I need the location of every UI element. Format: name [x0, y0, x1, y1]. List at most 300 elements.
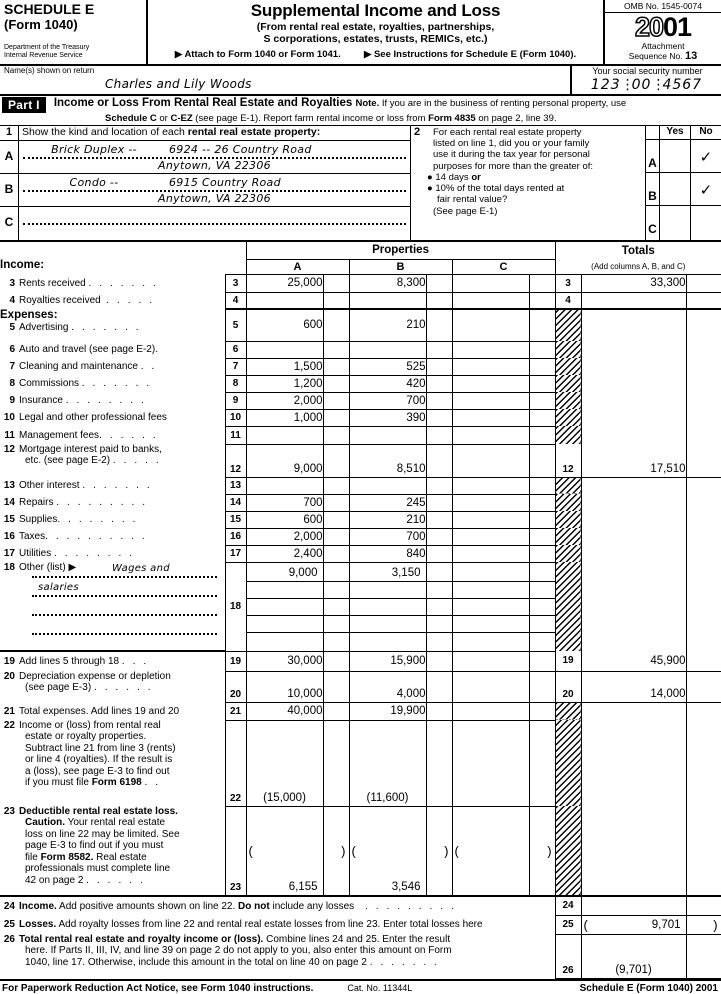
line20-b[interactable]: 4,000: [349, 671, 426, 702]
line2-bullet-2: ● 10% of the total days rented at: [427, 183, 565, 195]
line25-total-number-box: 25: [555, 915, 581, 934]
line18-b-1[interactable]: 3,150: [350, 564, 426, 582]
line10-b-cents[interactable]: [426, 409, 452, 426]
line11-label: 11 Management fees. . . . . .: [4, 429, 159, 441]
line2-number: 2: [414, 126, 421, 138]
line10-a[interactable]: 1,000: [246, 409, 323, 426]
line19-total-cents[interactable]: [686, 651, 721, 671]
line13-a[interactable]: [246, 477, 323, 494]
ssn-value: [572, 77, 721, 93]
paren-close: ): [341, 843, 346, 859]
property-b-line2: Anytown, VA 22306: [158, 192, 271, 205]
line5-number-box: 5: [225, 309, 246, 341]
line22-b-cents[interactable]: [426, 720, 452, 806]
line7-c-cents[interactable]: [529, 358, 555, 375]
hatched-cell: [555, 511, 581, 528]
line19-a[interactable]: 30,000: [246, 651, 323, 671]
line21-b-cents[interactable]: [426, 702, 452, 720]
line8-a[interactable]: 1,200: [246, 375, 323, 392]
form-subtitle-1: (From rental real estate, royalties, partnerships,: [256, 21, 495, 33]
table-row-16: [0, 528, 721, 545]
attachment-sequence: Attachment Sequence No. 13: [628, 41, 698, 62]
header-omb-block: [605, 0, 721, 64]
line6-number-box: 6: [225, 341, 246, 358]
table-row-10: [0, 409, 721, 426]
line4-total[interactable]: [581, 292, 686, 309]
line23-b-cents[interactable]: [426, 806, 452, 896]
line21-b[interactable]: 19,900: [349, 702, 426, 720]
line3-total-cents[interactable]: [686, 274, 721, 292]
line10-c-cents[interactable]: [529, 409, 555, 426]
line5-b[interactable]: 210: [349, 309, 426, 341]
line15-b[interactable]: 210: [349, 511, 426, 528]
line18-c-1[interactable]: [453, 564, 529, 582]
property-c-lines[interactable]: [19, 207, 410, 240]
line2-see-ref: (See page E-1): [433, 206, 498, 218]
line3-a-cents[interactable]: [323, 274, 349, 292]
line4-number-box: 4: [225, 292, 246, 309]
line24-total-cents[interactable]: [686, 896, 721, 915]
property-a-lines[interactable]: [19, 141, 410, 173]
line6-a[interactable]: [246, 341, 323, 358]
line1-header: [0, 126, 410, 141]
paren-open: (: [351, 843, 356, 859]
line15-label: 15 Supplies. . . . . . . .: [3, 514, 139, 525]
line1-number: 1: [0, 126, 19, 140]
line11-b-cents[interactable]: [426, 426, 452, 444]
line16-c-cents[interactable]: [529, 528, 555, 545]
line18-c-5[interactable]: [453, 633, 529, 650]
line6-a-cents[interactable]: [323, 341, 349, 358]
expenses-section-and-line5: [0, 309, 225, 341]
form-identifier: Schedule E (Form 1040) 2001: [579, 982, 718, 994]
no-column: [691, 126, 721, 240]
line5-a-cents[interactable]: [323, 309, 349, 341]
line18-b-5[interactable]: [350, 633, 426, 650]
line19-b-cents[interactable]: [426, 651, 452, 671]
line4-c[interactable]: [452, 292, 529, 309]
line3-number-box: 3: [225, 274, 246, 292]
line4-b-cents[interactable]: [426, 292, 452, 309]
hatched-cell: [555, 409, 581, 426]
line17-a-cents[interactable]: [323, 545, 349, 562]
line20-c-cents[interactable]: [529, 671, 555, 702]
hatched-cell: [555, 309, 581, 341]
header-title-block: [148, 0, 605, 64]
paren-open: (: [583, 917, 588, 932]
line17-number-box: 17: [225, 545, 246, 562]
table-row-8: [0, 375, 721, 392]
line15-c[interactable]: [452, 511, 529, 528]
line4-total-cents[interactable]: [686, 292, 721, 309]
line13-b-cents[interactable]: [426, 477, 452, 494]
column-a-header: A: [246, 259, 349, 274]
arrow-icon-line18: ▶: [68, 562, 77, 573]
line19-a-cents[interactable]: [323, 651, 349, 671]
line20-total-number-box: 20: [555, 671, 581, 702]
line16-a[interactable]: 2,000: [246, 528, 323, 545]
hatched-cell: [555, 702, 581, 720]
line11-c[interactable]: [452, 426, 529, 444]
line11-a-cents[interactable]: [323, 426, 349, 444]
line21-a[interactable]: 40,000: [246, 702, 323, 720]
omb-number: OMB No. 1545-0074: [605, 0, 721, 13]
line18-a-4[interactable]: [247, 616, 323, 633]
line13-a-cents[interactable]: [323, 477, 349, 494]
line14-a[interactable]: 700: [246, 494, 323, 511]
no-checkbox-b[interactable]: ✓: [691, 173, 721, 206]
line23-a[interactable]: ( 6,155: [246, 806, 323, 896]
name-row: [0, 66, 721, 96]
line23-b[interactable]: ( 3,546: [349, 806, 426, 896]
yes-checkbox-a[interactable]: [660, 140, 690, 173]
line17-b[interactable]: 840: [349, 545, 426, 562]
line17-b-cents[interactable]: [426, 545, 452, 562]
property-row-c[interactable]: [0, 207, 410, 240]
line7-c[interactable]: [452, 358, 529, 375]
line8-b-cents[interactable]: [426, 375, 452, 392]
line17-label: 17 Utilities . . . . . . . .: [3, 548, 135, 559]
line6-c[interactable]: [452, 341, 529, 358]
line9-b-cents[interactable]: [426, 392, 452, 409]
line16-c[interactable]: [452, 528, 529, 545]
line1-block: [0, 126, 411, 240]
line14-label: 14 Repairs . . . . . . . . .: [3, 497, 148, 508]
income-expense-table: [0, 242, 721, 979]
line11-c-cents[interactable]: [529, 426, 555, 444]
line5-total-cents-blank: [686, 309, 721, 341]
line23-c-cents[interactable]: [529, 806, 555, 896]
line15-a-cents[interactable]: [323, 511, 349, 528]
header-left-block: [0, 0, 148, 64]
line3-total-number-box: 3: [555, 274, 581, 292]
line18-b-3[interactable]: [350, 599, 426, 616]
line7-b-cents[interactable]: [426, 358, 452, 375]
yn-letter-a: A: [646, 140, 659, 173]
line9-b[interactable]: 700: [349, 392, 426, 409]
line6-c-cents[interactable]: [529, 341, 555, 358]
line16-b[interactable]: 700: [349, 528, 426, 545]
line21-number-box: 21: [225, 702, 246, 720]
line3-c[interactable]: [452, 274, 529, 292]
ssn-group: 00: [631, 77, 652, 93]
name-value: Charles and Lily Woods: [105, 77, 252, 91]
line17-c-cents[interactable]: [529, 545, 555, 562]
line7-a[interactable]: 1,500: [246, 358, 323, 375]
line24-total[interactable]: [581, 896, 686, 915]
form-subtitle-2: S corporations, estates, trusts, REMICs, etc.): [263, 33, 488, 45]
ssn-separator-2: ⋮: [651, 77, 667, 93]
line4-c-cents[interactable]: [529, 292, 555, 309]
attachment-sequence-number: 13: [685, 50, 698, 62]
line6-label: 6 Auto and travel (see page E-2).: [9, 344, 161, 355]
line22-a[interactable]: (15,000): [246, 720, 323, 806]
line25-total[interactable]: ( 9,701: [581, 915, 686, 934]
line9-label: 9 Insurance . . . . . . . .: [9, 395, 147, 406]
line9-a[interactable]: 2,000: [246, 392, 323, 409]
line9-c[interactable]: [452, 392, 529, 409]
table-row-17: [0, 545, 721, 562]
line18-c-3[interactable]: [453, 599, 529, 616]
property-row-b[interactable]: [0, 174, 410, 207]
line14-a-cents[interactable]: [323, 494, 349, 511]
line15-a[interactable]: 600: [246, 511, 323, 528]
table-row-18: [0, 562, 721, 651]
line24-label: 24 Income. Add positive amounts shown on line 22. Do not include any losses . . . . . . . . .: [0, 896, 555, 915]
hatched-cell: [555, 806, 581, 896]
line5-c-cents[interactable]: [529, 309, 555, 341]
dotted-rule: [32, 614, 217, 616]
line26-label: 26 Total rental real estate and royalty income or (loss). Combine lines 24 and 25. Enter the result here. If Parts II, III, IV, and line 39 on page 2 do not apply to you, also enter this amount on Form 1040, line 17. Otherwise, include this amount in the total on line 40 on page 2 . . . . . . .: [3, 934, 452, 968]
name-field[interactable]: [0, 66, 572, 94]
line21-c-cents[interactable]: [529, 702, 555, 720]
line23-number-box: 23: [225, 806, 246, 896]
line19-b[interactable]: 15,900: [349, 651, 426, 671]
line17-c[interactable]: [452, 545, 529, 562]
form-header: [0, 0, 721, 66]
line15-b-cents[interactable]: [426, 511, 452, 528]
line13-c-cents[interactable]: [529, 477, 555, 494]
line4-label: 4 Royalties received . . . . .: [9, 295, 155, 306]
line2-text: 2 For each rental real estate property listed on line 1, did you or your family use it during the tax year for personal purposes for more than the greater of: ● 14 days or ● 10% of the total days rented at fair rental value? (See page E-1): [411, 126, 645, 240]
paperwork-notice: For Paperwork Reduction Act Notice, see Form 1040 instructions.: [2, 982, 314, 994]
part1-tag: Part I: [2, 97, 46, 113]
ssn-serial: 4567: [662, 77, 703, 93]
line5-c[interactable]: [452, 309, 529, 341]
line23-c[interactable]: [452, 806, 529, 896]
ssn-area: 123: [590, 77, 621, 93]
table-row-4: [0, 292, 721, 309]
properties-header: Properties: [246, 242, 555, 259]
line7-number-box: 7: [225, 358, 246, 375]
yes-checkbox-b[interactable]: [660, 173, 690, 206]
line3-total[interactable]: 33,300: [581, 274, 686, 292]
part1-banner: [0, 96, 721, 113]
line10-b[interactable]: 390: [349, 409, 426, 426]
line12-total[interactable]: 17,510: [581, 444, 686, 477]
table-row-11: [0, 426, 721, 444]
hatched-cell: [555, 494, 581, 511]
line9-c-cents[interactable]: [529, 392, 555, 409]
line12-b[interactable]: 8,510: [349, 444, 426, 477]
department-label: Department of the Treasury Internal Revenue Service: [4, 44, 90, 59]
see-instructions-text: See Instructions for Schedule E (Form 1040).: [373, 49, 577, 60]
arrow-icon: ▶: [174, 49, 183, 60]
line7-a-cents[interactable]: [323, 358, 349, 375]
line14-b[interactable]: 245: [349, 494, 426, 511]
line3-c-cents[interactable]: [529, 274, 555, 292]
ssn-field[interactable]: [572, 66, 721, 94]
table-row-19: [0, 651, 721, 671]
yes-header: Yes: [660, 126, 690, 140]
line13-label: 13 Other interest . . . . . . .: [3, 480, 153, 491]
line8-number-box: 8: [225, 375, 246, 392]
line21-c[interactable]: [452, 702, 529, 720]
line12-c-cents[interactable]: [529, 444, 555, 477]
table-row-7: [0, 358, 721, 375]
line13-c[interactable]: [452, 477, 529, 494]
table-row-13: [0, 477, 721, 494]
line9-a-cents[interactable]: [323, 392, 349, 409]
part1-note-line2: Schedule C or C-EZ (see page E-1). Report farm rental income or loss from Form 4835 on page 2, line 39.: [105, 113, 557, 124]
attach-instructions: [148, 49, 603, 60]
schedule-name: SCHEDULE E: [4, 1, 95, 17]
line8-b[interactable]: 420: [349, 375, 426, 392]
line22-a-cents[interactable]: [323, 720, 349, 806]
line13-b[interactable]: [349, 477, 426, 494]
hatched-cell: [555, 392, 581, 409]
table-row-20: [0, 671, 721, 702]
line16-b-cents[interactable]: [426, 528, 452, 545]
line10-number-box: 10: [225, 409, 246, 426]
paren-close: ): [713, 917, 718, 932]
hatched-cell: [555, 341, 581, 358]
property-b-lines[interactable]: [19, 174, 410, 206]
part1-note: Note. If you are in the business of renting personal property, use: [355, 98, 627, 109]
line14-c-cents[interactable]: [529, 494, 555, 511]
line14-c[interactable]: [452, 494, 529, 511]
yn-letter-column: [646, 126, 660, 240]
hatched-cell: [555, 426, 581, 444]
line11-a[interactable]: [246, 426, 323, 444]
hatched-cell: [555, 562, 581, 651]
line12-c[interactable]: [452, 444, 529, 477]
hatched-cell: [555, 545, 581, 562]
line12-b-cents[interactable]: [426, 444, 452, 477]
line22-b[interactable]: (11,600): [349, 720, 426, 806]
line7-label: 7 Cleaning and maintenance . .: [9, 361, 157, 372]
line19-c-cents[interactable]: [529, 651, 555, 671]
line11-number-box: 11: [225, 426, 246, 444]
attach-to-text: Attach to Form 1040 or Form 1041.: [184, 49, 341, 60]
line22-c-cents[interactable]: [529, 720, 555, 806]
table-row-23: [0, 806, 721, 896]
property-b-line1: Condo -- 6915 Country Road: [69, 176, 281, 189]
line18-a-3[interactable]: [247, 599, 323, 616]
column-c-header: C: [452, 259, 555, 274]
line16-a-cents[interactable]: [323, 528, 349, 545]
part1-heading: Income or Loss From Rental Real Estate and Royalties Note. If you are in the business of renting personal property, use: [53, 97, 627, 109]
line26-total[interactable]: (9,701): [581, 934, 686, 978]
line20-total[interactable]: 14,000: [581, 671, 686, 702]
line3-b[interactable]: 8,300: [349, 274, 426, 292]
line8-c[interactable]: [452, 375, 529, 392]
line18-c-4[interactable]: [453, 616, 529, 633]
property-row-a[interactable]: [0, 141, 410, 174]
line4-b[interactable]: [349, 292, 426, 309]
line12-total-cents[interactable]: [686, 444, 721, 477]
line18-a-column: [246, 562, 323, 651]
yn-letter-c: C: [648, 222, 657, 236]
yes-checkbox-c[interactable]: [660, 206, 690, 239]
line20-b-cents[interactable]: [426, 671, 452, 702]
table-row-12: [0, 444, 721, 477]
dotted-rule: [23, 223, 406, 225]
dotted-rule: [32, 576, 217, 578]
line7-b[interactable]: 525: [349, 358, 426, 375]
line14-b-cents[interactable]: [426, 494, 452, 511]
line18-b-4[interactable]: [350, 616, 426, 633]
line15-c-cents[interactable]: [529, 511, 555, 528]
line11-b[interactable]: [349, 426, 426, 444]
line8-c-cents[interactable]: [529, 375, 555, 392]
hatched-cell: [555, 720, 581, 806]
no-checkbox-a[interactable]: ✓: [691, 140, 721, 173]
line12-a-cents[interactable]: [323, 444, 349, 477]
line5-total-blank: [581, 309, 686, 341]
bullet-icon: ●: [427, 171, 433, 183]
line8-label: 8 Commissions . . . . . . .: [9, 378, 152, 389]
property-a-line2: Anytown, VA 22306: [158, 159, 271, 172]
line18-a-1[interactable]: 9,000: [247, 564, 323, 582]
line18-a-2[interactable]: [247, 582, 323, 599]
line8-a-cents[interactable]: [323, 375, 349, 392]
line16-number-box: 16: [225, 528, 246, 545]
line18-a-5[interactable]: [247, 633, 323, 650]
table-row-26: [0, 934, 721, 978]
line18-writein-area[interactable]: [0, 562, 225, 650]
line4-a-cents[interactable]: [323, 292, 349, 309]
property-letter-b: B: [0, 174, 19, 206]
table-header-row-1: [0, 242, 721, 259]
line2-bullet-1: ● 14 days or: [427, 171, 481, 183]
line17-a[interactable]: 2,400: [246, 545, 323, 562]
line18-b-cents-column: [426, 562, 452, 651]
line5-a[interactable]: 600: [246, 309, 323, 341]
table-row-5: [0, 309, 721, 341]
hatched-cell: [555, 528, 581, 545]
table-row-6: [0, 341, 721, 358]
line20-a-cents[interactable]: [323, 671, 349, 702]
table-row-22: [0, 720, 721, 806]
line26-total-cents[interactable]: [686, 934, 721, 978]
line19-total[interactable]: 45,900: [581, 651, 686, 671]
line9-number-box: 9: [225, 392, 246, 409]
no-checkbox-c[interactable]: [691, 206, 721, 239]
line12-a[interactable]: 9,000: [246, 444, 323, 477]
name-label: Name(s) shown on return: [4, 66, 95, 75]
line26-total-number-box: 26: [555, 934, 581, 978]
yn-letter-b: B: [646, 173, 659, 206]
line25-total-cents[interactable]: [686, 915, 721, 934]
line18-c-2[interactable]: [453, 582, 529, 599]
line10-a-cents[interactable]: [323, 409, 349, 426]
line10-c[interactable]: [452, 409, 529, 426]
line20-c[interactable]: [452, 671, 529, 702]
line3-a[interactable]: 25,000: [246, 274, 323, 292]
totals-subheader: (Add columns A, B, and C): [555, 259, 721, 274]
line5-b-cents[interactable]: [426, 309, 452, 341]
line3-label: 3 Rents received . . . . . . .: [9, 277, 159, 289]
line20-a[interactable]: 10,000: [246, 671, 323, 702]
line18-number-box: 18: [225, 562, 246, 651]
line20-total-cents[interactable]: [686, 671, 721, 702]
line6-b-cents[interactable]: [426, 341, 452, 358]
line4-a[interactable]: [246, 292, 323, 309]
line24-total-number-box: 24: [555, 896, 581, 915]
line3-b-cents[interactable]: [426, 274, 452, 292]
line18-b-2[interactable]: [350, 582, 426, 599]
dotted-rule: [32, 633, 217, 635]
line23-a-cents[interactable]: [323, 806, 349, 896]
line19-c[interactable]: [452, 651, 529, 671]
line4-total-number-box: 4: [555, 292, 581, 309]
line20-number-box: 20: [225, 671, 246, 702]
table-row-21: [0, 702, 721, 720]
line22-c[interactable]: [452, 720, 529, 806]
line6-b[interactable]: [349, 341, 426, 358]
line21-a-cents[interactable]: [323, 702, 349, 720]
